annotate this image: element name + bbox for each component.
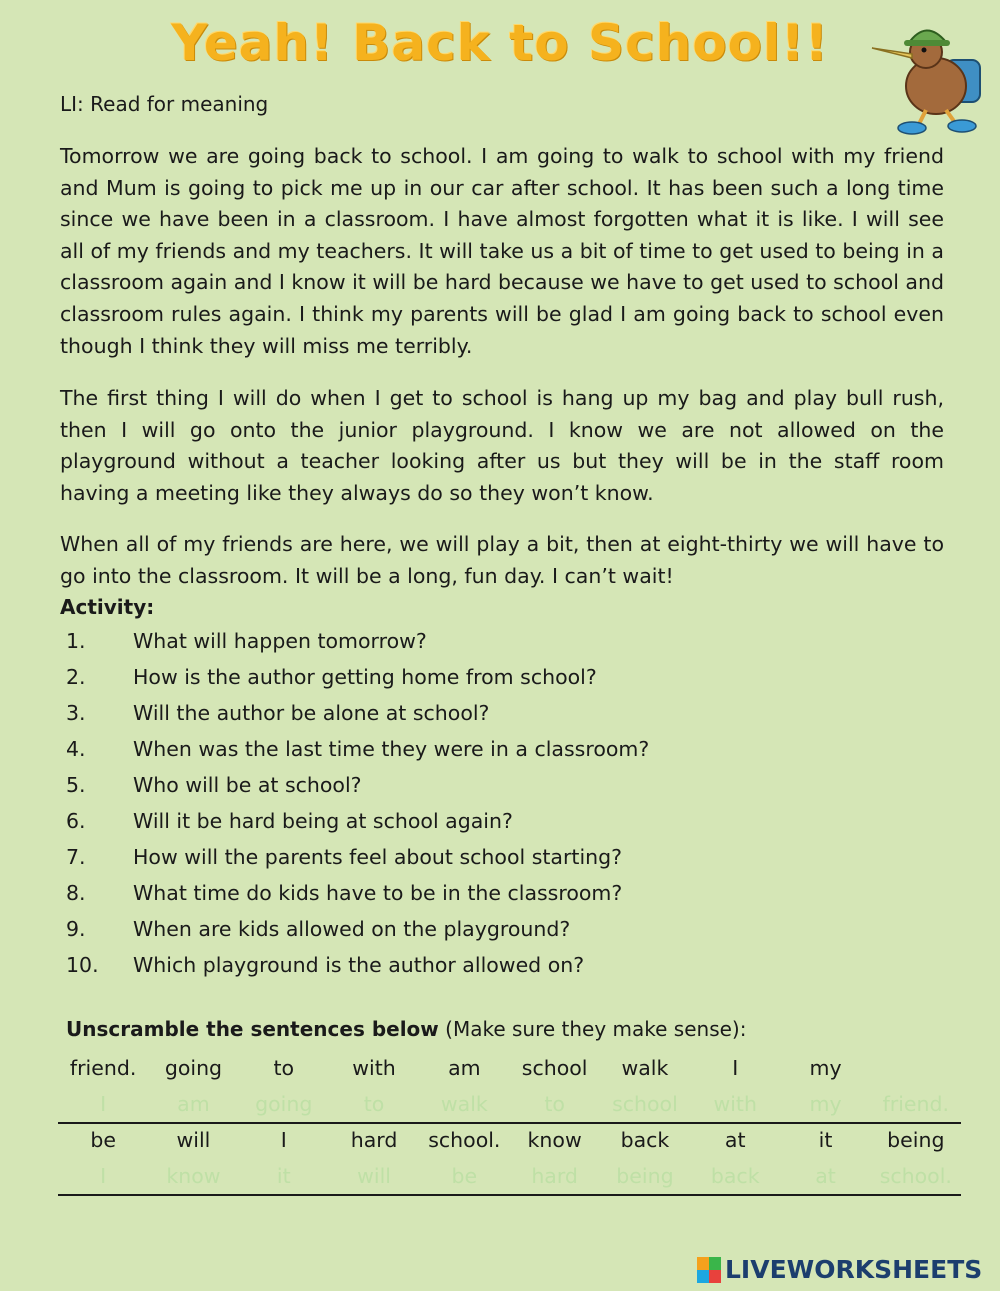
question-item <box>66 733 926 769</box>
answer-slot[interactable]: will <box>357 1164 391 1188</box>
scrambled-word[interactable]: walk <box>621 1056 669 1080</box>
liveworksheets-logo <box>697 1255 982 1284</box>
question-text: When was the last time they were in a classroom? <box>133 737 650 761</box>
question-item <box>66 805 926 841</box>
scrambled-word[interactable]: with <box>352 1056 396 1080</box>
answer-slot[interactable]: be <box>451 1164 478 1188</box>
story-paragraph-3: When all of my friends are here, we will play a bit, then at eight-thirty we will have to go into the classroom. It will be a long, fun day. I can’t wait! <box>60 532 944 588</box>
unscramble-sentence-1 <box>58 1050 961 1124</box>
scrambled-word[interactable]: at <box>724 1128 746 1152</box>
activity-heading: Activity: <box>60 595 155 619</box>
scrambled-word[interactable]: am <box>448 1056 481 1080</box>
answer-slot[interactable]: know <box>166 1164 221 1188</box>
scrambled-word-row <box>58 1122 961 1158</box>
answer-drop-row <box>58 1086 961 1124</box>
question-number: 5. <box>66 773 86 797</box>
scrambled-word[interactable]: I <box>732 1056 739 1080</box>
answer-slot[interactable]: with <box>713 1092 757 1116</box>
scrambled-word[interactable]: I <box>280 1128 287 1152</box>
unscramble-sentence-2 <box>58 1122 961 1196</box>
story-paragraph-2: The first thing I will do when I get to school is hang up my bag and play bull rush, then I will go onto the junior playground. I know we are not allowed on the playground without a teacher looking after us but they will be in the staff room having a meeting like they always do so they won’t know. <box>60 386 944 505</box>
answer-slot[interactable]: at <box>815 1164 836 1188</box>
answer-slot[interactable]: to <box>363 1092 385 1116</box>
worksheet-title: Yeah! Back to School!! <box>171 14 829 72</box>
question-item <box>66 697 926 733</box>
question-item <box>66 949 926 985</box>
scrambled-word[interactable]: be <box>90 1128 116 1152</box>
question-number: 2. <box>66 665 86 689</box>
question-text: How will the parents feel about school starting? <box>133 845 623 869</box>
question-text: Will the author be alone at school? <box>133 701 490 725</box>
question-text: What time do kids have to be in the classroom? <box>133 881 623 905</box>
answer-slot[interactable]: my <box>809 1092 842 1116</box>
question-item <box>66 841 926 877</box>
unscramble-heading-bold: Unscramble the sentences below <box>66 1017 439 1041</box>
answer-slot[interactable]: I <box>100 1164 107 1188</box>
question-number: 8. <box>66 881 86 905</box>
story-paragraph-1: Tomorrow we are going back to school. I am going to walk to school with my friend and Mum is going to pick me up in our car after school. It has been such a long time since we have been in a classroom. I have almost forgotten what it is like. I will see all of my friends and my teachers. It will take us a bit of time to get used to being in a classroom again and I know it will be hard because we have to get used to school and classroom rules again. I think my parents will be glad I am going back to school even though I think they will miss me terribly. <box>60 144 944 358</box>
question-text: Will it be hard being at school again? <box>133 809 513 833</box>
scrambled-word[interactable]: back <box>620 1128 670 1152</box>
answer-slot[interactable]: friend. <box>882 1092 950 1116</box>
question-number: 7. <box>66 845 86 869</box>
question-list <box>66 625 926 985</box>
question-text: Who will be at school? <box>133 773 362 797</box>
question-item <box>66 625 926 661</box>
scrambled-word[interactable]: being <box>887 1128 945 1152</box>
scrambled-word[interactable]: school <box>521 1056 588 1080</box>
question-text: How is the author getting home from school? <box>133 665 597 689</box>
answer-slot[interactable]: school <box>612 1092 678 1116</box>
question-number: 10. <box>66 953 99 977</box>
scrambled-word[interactable]: know <box>527 1128 582 1152</box>
kiwi-bird-illustration <box>868 8 992 138</box>
answer-slot[interactable]: back <box>710 1164 760 1188</box>
liveworksheets-logo-icon <box>697 1257 721 1283</box>
question-number: 9. <box>66 917 86 941</box>
answer-drop-row <box>58 1158 961 1196</box>
question-number: 3. <box>66 701 86 725</box>
unscramble-heading <box>66 1017 746 1041</box>
scrambled-word[interactable]: going <box>164 1056 223 1080</box>
scrambled-word[interactable]: friend. <box>69 1056 137 1080</box>
question-text: What will happen tomorrow? <box>133 629 427 653</box>
question-text: When are kids allowed on the playground? <box>133 917 571 941</box>
question-item <box>66 769 926 805</box>
scrambled-word[interactable]: my <box>809 1056 842 1080</box>
answer-slot[interactable]: hard <box>531 1164 578 1188</box>
liveworksheets-logo-text: LIVEWORKSHEETS <box>725 1255 983 1284</box>
answer-slot[interactable]: school. <box>879 1164 952 1188</box>
scrambled-word[interactable]: school. <box>428 1128 501 1152</box>
question-text: Which playground is the author allowed on? <box>133 953 585 977</box>
answer-slot[interactable]: it <box>276 1164 291 1188</box>
question-number: 1. <box>66 629 86 653</box>
answer-slot[interactable]: walk <box>440 1092 488 1116</box>
answer-slot[interactable]: to <box>544 1092 565 1116</box>
answer-slot[interactable]: being <box>616 1164 674 1188</box>
scrambled-word[interactable]: to <box>273 1056 295 1080</box>
question-number: 6. <box>66 809 86 833</box>
question-item <box>66 913 926 949</box>
answer-slot[interactable]: am <box>177 1092 210 1116</box>
scrambled-word[interactable]: it <box>818 1128 833 1152</box>
scrambled-word-row <box>58 1050 961 1086</box>
scrambled-word[interactable]: will <box>176 1128 211 1152</box>
question-number: 4. <box>66 737 86 761</box>
scrambled-word[interactable]: hard <box>350 1128 398 1152</box>
unscramble-heading-note: (Make sure they make sense): <box>438 1017 747 1041</box>
question-item <box>66 661 926 697</box>
question-item <box>66 877 926 913</box>
learning-intention: LI: Read for meaning <box>60 92 269 116</box>
answer-slot[interactable]: going <box>255 1092 313 1116</box>
answer-slot[interactable]: I <box>100 1092 107 1116</box>
